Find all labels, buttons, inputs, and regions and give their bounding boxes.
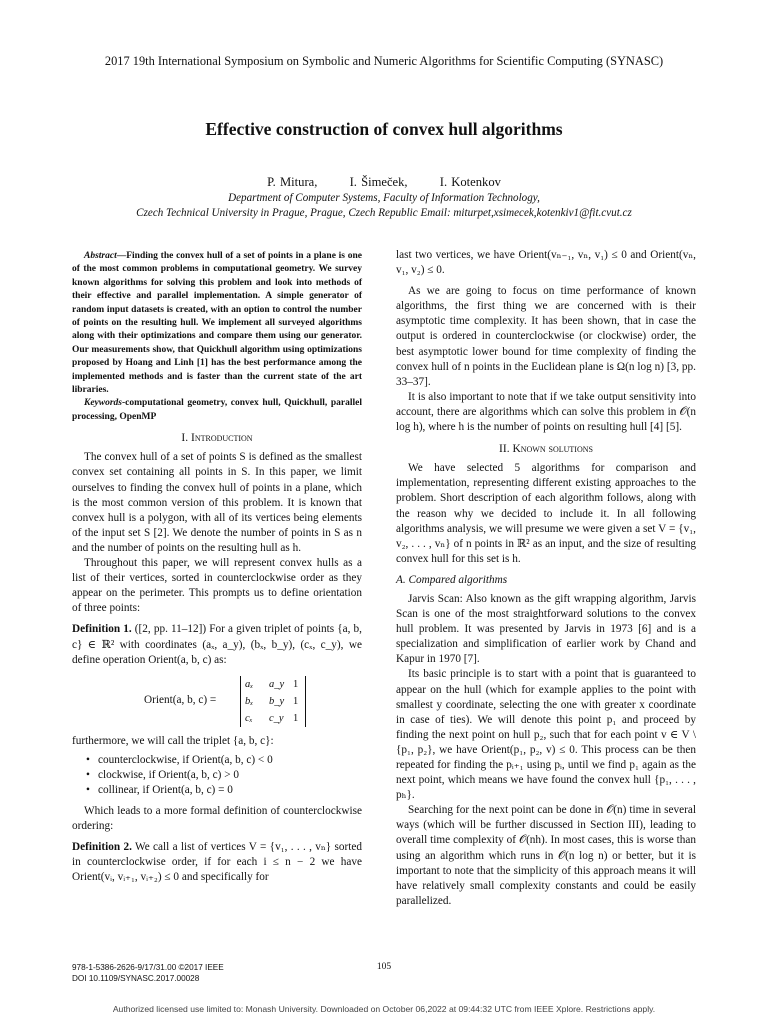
- definition-2: [72, 840, 362, 885]
- author-name: I. Kotenkov: [439, 175, 501, 189]
- abstract: [72, 250, 362, 397]
- matrix-cell: bₓ: [245, 695, 254, 707]
- matrix-cell: 1: [293, 678, 299, 690]
- paragraph: Throughout this paper, we will represent convex hulls as a list of their vertices, sorted in counterclockwise order as they appear on the perimeter. This prompts us to define orientation of three points:: [72, 557, 362, 615]
- affiliation-line: Department of Computer Systems, Faculty of Information Technology,: [228, 192, 540, 204]
- matrix-row: [245, 676, 301, 693]
- matrix-cell: 1: [293, 695, 299, 707]
- definition-1: [72, 622, 362, 667]
- conference-header: 2017 19th International Symposium on Symbolic and Numeric Algorithms for Scientific Computing (SYNASC): [104, 54, 664, 68]
- paragraph: Searching for the next point can be done in 𝒪(n) time in several ways (which will be further discussed in Section III), leading to overall time complexity of 𝒪(nh). In most cases, this is worse than using an algorithm which runs in 𝒪(n log n) or better, but it is important to note that the simplicity of this approach means it will have relatively small complexity constants and could be easily parallelized.: [396, 804, 696, 907]
- abstract-text: —Finding the convex hull of a set of points in a plane is one of the most common problems in computational geometry. We survey known algorithms for solving this problem and look into methods of their effective and parallel implementation. A simple generator of random input datasets is created, with an option to control the number of points on the resulting hull. We implement all surveyed algorithms along with their optimizations and compare them using our generator. Our measurements show, that Quickhull algorithm using optimizations proposed by Hoang and Linh [1] has the best performance among the implemented methods and is faster than the current state of the art libraries.: [72, 251, 362, 396]
- keywords-label: Keywords: [84, 398, 122, 409]
- definition-label: Definition 2.: [72, 841, 132, 854]
- definition-label: Definition 1.: [72, 623, 132, 636]
- matrix-cell: cₓ: [245, 712, 253, 724]
- matrix-cell: c_y: [269, 712, 284, 724]
- list-item: • counterclockwise, if Orient(a, b, c) < 0: [86, 753, 362, 768]
- author-list: [0, 175, 768, 190]
- right-column: [396, 248, 696, 909]
- matrix-cell: 1: [293, 712, 299, 724]
- determinant-lhs: Orient(a, b, c) =: [144, 693, 217, 706]
- paragraph: The convex hull of a set of points S is defined as the smallest convex set containing all points in S. In this paper, we limit ourselves to finding the convex hull of points in a plane, which is the most common version of this problem. It is known that convex hull is a polygon, with all of its vertices being elements of the input set S [2]. We denote the number of points in S as n and the number of points on the resulting hull as h.: [72, 451, 362, 554]
- matrix-row: [245, 693, 301, 710]
- paragraph: Jarvis Scan: Also known as the gift wrapping algorithm, Jarvis Scan is one of the most straightforward solutions to the convex hull problem. It was presented by Jarvis in 1973 [6] and is a specialization and simplification of earlier work by Chand and Kapur in 1970 [7].: [396, 592, 696, 666]
- matrix-cell: a_y: [269, 678, 285, 690]
- isbn-line: 978-1-5386-2626-9/17/31.00 ©2017 IEEE: [72, 963, 224, 972]
- abstract-label: Abstract: [84, 251, 117, 261]
- paragraph: furthermore, we will call the triplet {a, b, c}:: [72, 734, 274, 747]
- paragraph: Its basic principle is to start with a point that is guaranteed to appear on the hull (which for example applies to the point with smallest y coordinate, selecting the one with greater x coordinate in case of ties). We will denote this point p₁ and proceed by finding the next point on hull p₂, such that for each point v ∈ V \ {p₁, p₂}, we have Orient(p₁, p₂, v) ≤ 0. This process can be then repeated for finding the pᵢ₊₁ using pᵢ, until we find p₁ again as the next point, which means we have found the convex hull {p₁, . . . , pₕ}.: [396, 668, 696, 802]
- orientation-list: [86, 753, 362, 798]
- matrix-cell: aₓ: [245, 678, 254, 690]
- definition-text: ([2, pp. 11–12]) For a given triplet of points {a, b, c} ∈ ℝ² with coordinates (aₓ, a_y), (bₓ, b_y), (cₓ, c_y), we define operation Orient(a, b, c) as:: [72, 623, 362, 666]
- left-column: [72, 250, 362, 886]
- paper-title: Effective construction of convex hull algorithms: [205, 119, 563, 139]
- definition-text: We call a list of vertices V = {v₁, . . . , vₙ} sorted in counterclockwise order, if for each i ≤ n − 2 we have Orient(vᵢ, vᵢ₊₁, vᵢ₊₂) ≤ 0 and specifically for: [72, 841, 362, 884]
- list-item: • clockwise, if Orient(a, b, c) > 0: [86, 768, 362, 783]
- subsection-heading: A. Compared algorithms: [396, 573, 508, 586]
- paragraph: It is also important to note that if we take output sensitivity into account, there are algorithms which can solve this problem in 𝒪(n log h), where h is the number of points on resulting hull [4] [5].: [396, 390, 696, 434]
- keywords-text: -computational geometry, convex hull, Quickhull, parallel processing, OpenMP: [72, 398, 362, 422]
- section-heading: II. Known solutions: [499, 443, 593, 456]
- paragraph: last two vertices, we have Orient(vₙ₋₁, vₙ, v₁) ≤ 0 and Orient(vₙ, v₁, v₂) ≤ 0.: [396, 249, 696, 277]
- license-notice: Authorized licensed use limited to: Monash University. Downloaded on October 06,2022 at 09:44:32 UTC from IEEE Xplore. Restrictions apply.: [112, 1004, 656, 1014]
- matrix-cell: b_y: [269, 695, 285, 707]
- doi-line: DOI 10.1109/SYNASC.2017.00028: [72, 973, 200, 983]
- paragraph: As we are going to focus on time performance of known algorithms, the first thing we are concerned with is their asymptotic time complexity. It has been shown, that in case the output is ordered in counterclockwise (or clockwise) order, the best asymptotic lower bound for time complexity of finding the convex hull of n points in the Euclidean plane is Ω(n log n) [3, pp. 33–37].: [396, 285, 696, 388]
- section-heading: I. Introduction: [181, 432, 253, 445]
- page-number: 105: [376, 962, 392, 972]
- paragraph: We have selected 5 algorithms for comparison and implementation, representing different existing approaches to the problem. Short description of each algorithm follows, along with the reason why we decided to include it. In all following algorithms analysis, we will presume we were given a set V = {v₁, v₂, . . . , vₙ} of n points in ℝ² as an input, and the size of resulting convex hull for this set is h.: [396, 462, 696, 565]
- determinant-matrix: [240, 676, 306, 727]
- orient-determinant: [72, 676, 362, 728]
- matrix-row: [245, 710, 301, 727]
- affiliation-line: Czech Technical University in Prague, Prague, Czech Republic Email: miturpet,xsimecek,kotenkiv1@fit.cvut.cz: [136, 207, 632, 219]
- keywords: [72, 397, 362, 424]
- list-item: • collinear, if Orient(a, b, c) = 0: [86, 783, 362, 798]
- author-name: P. Mitura,: [267, 175, 318, 189]
- paragraph: Which leads to a more formal definition of counterclockwise ordering:: [72, 805, 362, 833]
- author-name: I. Šimeček,: [349, 175, 408, 189]
